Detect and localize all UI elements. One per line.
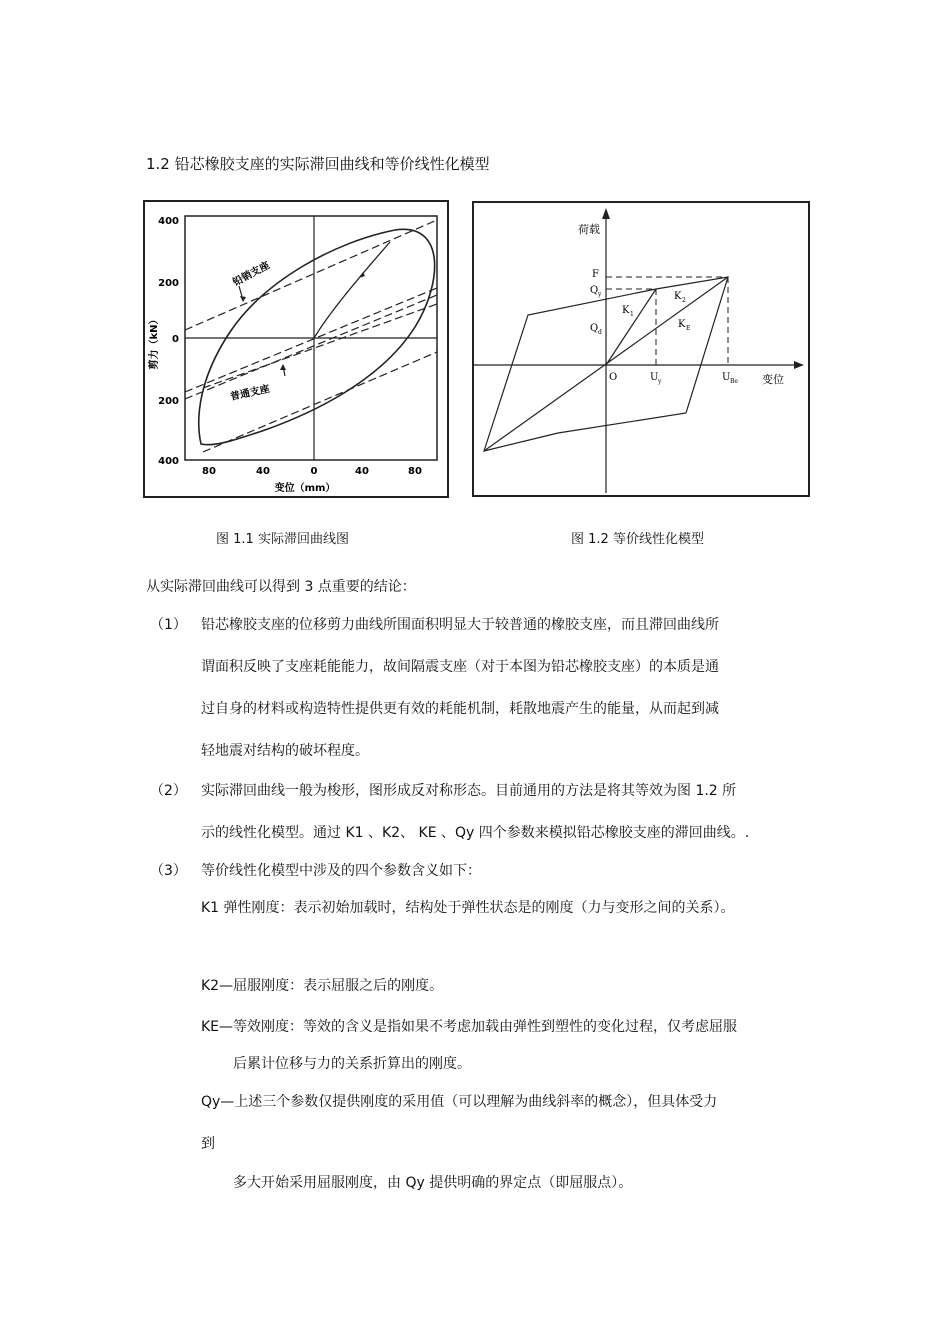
figure-linearization-model [472,201,810,497]
param-qy-line3: 多大开始采用屈服刚度，由 Qy 提供明确的界定点（即屈服点）。 [233,1175,633,1191]
item-line: 过自身的材料或构造特性提供更有效的耗能机制，耗散地震产生的能量，从而起到减 [201,701,719,717]
svg-text:d: d [598,329,602,336]
ube-label [722,372,738,385]
item-line: 示的线性化模型。通过 K1 、K2、 KE 、Qy 四个参数来模拟铅芯橡胶支座的滞回曲线。. [201,825,750,841]
svg-text:y: y [598,291,602,298]
svg-text:K: K [678,319,686,330]
item-number: （2） [150,783,187,799]
item-line: 实际滞回曲线一般为梭形，图形成反对称形态。目前通用的方法是将其等效为图 1.2 所 [201,783,737,799]
param-qy-line2: 到 [201,1136,215,1152]
param-ke-line1: KE—等效刚度：等效的含义是指如果不考虑加载由弹性到塑性的变化过程，仅考虑屈服 [201,1019,738,1035]
item-number: （3） [150,863,187,879]
svg-text:1: 1 [630,311,634,318]
item-line: 谓面积反映了支座耗能能力，故间隔震支座（对于本图为铅芯橡胶支座）的本质是通 [201,659,719,675]
qd-label [590,323,602,336]
f-label: F [592,269,599,280]
arrow-marker [280,364,286,370]
svg-text:U: U [650,372,659,383]
svg-text:2: 2 [682,297,686,304]
x-tick-label: 40 [355,466,369,477]
uy-label [650,372,662,385]
k2-label [674,291,686,304]
lead-bearing-label: 铅销支座 [231,260,272,289]
arrow-marker [240,296,246,302]
lead-envelope-upper [185,220,437,330]
svg-text:E: E [686,325,691,332]
section-heading: 1.2 铅芯橡胶支座的实际滞回曲线和等价线性化模型 [146,155,490,173]
normal-envelope-a [185,288,437,392]
svg-text:Q: Q [590,285,599,296]
ke-label [678,319,690,332]
x-tick-label: 80 [202,466,216,477]
y-tick-label: 400 [158,216,179,227]
hysteresis-chart [145,202,447,496]
svg-text:Be: Be [730,378,738,385]
y-tick-label: 200 [158,396,179,407]
item-line: 铅芯橡胶支座的位移剪力曲线所围面积明显大于较普通的橡胶支座，而且滞回曲线所 [201,617,719,633]
y-axis-label: 荷载 [578,223,600,236]
k1-line [606,289,656,365]
y-axis-label: 剪力（kN） [149,314,160,370]
y-axis-arrow [602,208,610,219]
normal-bearing-label: 普通支座 [229,383,271,403]
linearization-chart [474,203,808,495]
x-tick-label: 40 [256,466,270,477]
param-qy-line1: Qy—上述三个参数仅提供刚度的采用值（可以理解为曲线斜率的概念），但具体受力 [201,1094,718,1110]
item-line: 等价线性化模型中涉及的四个参数含义如下： [201,863,481,879]
item-number: （1） [150,617,187,633]
qy-label [590,285,602,298]
intro-text: 从实际滞回曲线可以得到 3 点重要的结论： [146,579,416,595]
figure2-caption: 图 1.2 等价线性化模型 [571,532,704,547]
param-ke-line2: 后累计位移与力的关系折算出的刚度。 [233,1056,471,1072]
svg-text:K: K [622,305,630,316]
lead-bearing-loop [199,229,435,444]
x-tick-label: 0 [310,466,318,477]
y-tick-label: 400 [158,456,179,467]
param-k1: K1 弹性刚度：表示初始加载时，结构处于弹性状态是的刚度（力与变形之间的关系）。 [201,900,735,916]
svg-text:U: U [722,372,731,383]
y-tick-label: 200 [158,278,179,289]
lead-envelope-lower [203,352,437,452]
origin-label: O [609,372,618,383]
y-tick-label: 0 [172,334,179,345]
svg-text:K: K [674,291,682,302]
x-axis-label: 变位 [762,373,784,386]
figure1-caption: 图 1.1 实际滞回曲线图 [216,532,349,547]
x-tick-label: 80 [408,466,422,477]
svg-text:Q: Q [590,323,599,334]
param-k2: K2—屈服刚度：表示屈服之后的刚度。 [201,978,444,994]
item-line: 轻地震对结构的破坏程度。 [201,743,369,759]
figure-hysteresis-actual [143,200,449,498]
k1-label [622,305,634,318]
svg-text:y: y [658,378,662,385]
x-axis-label: 变位（mm） [274,483,336,494]
x-axis-arrow [794,361,804,369]
